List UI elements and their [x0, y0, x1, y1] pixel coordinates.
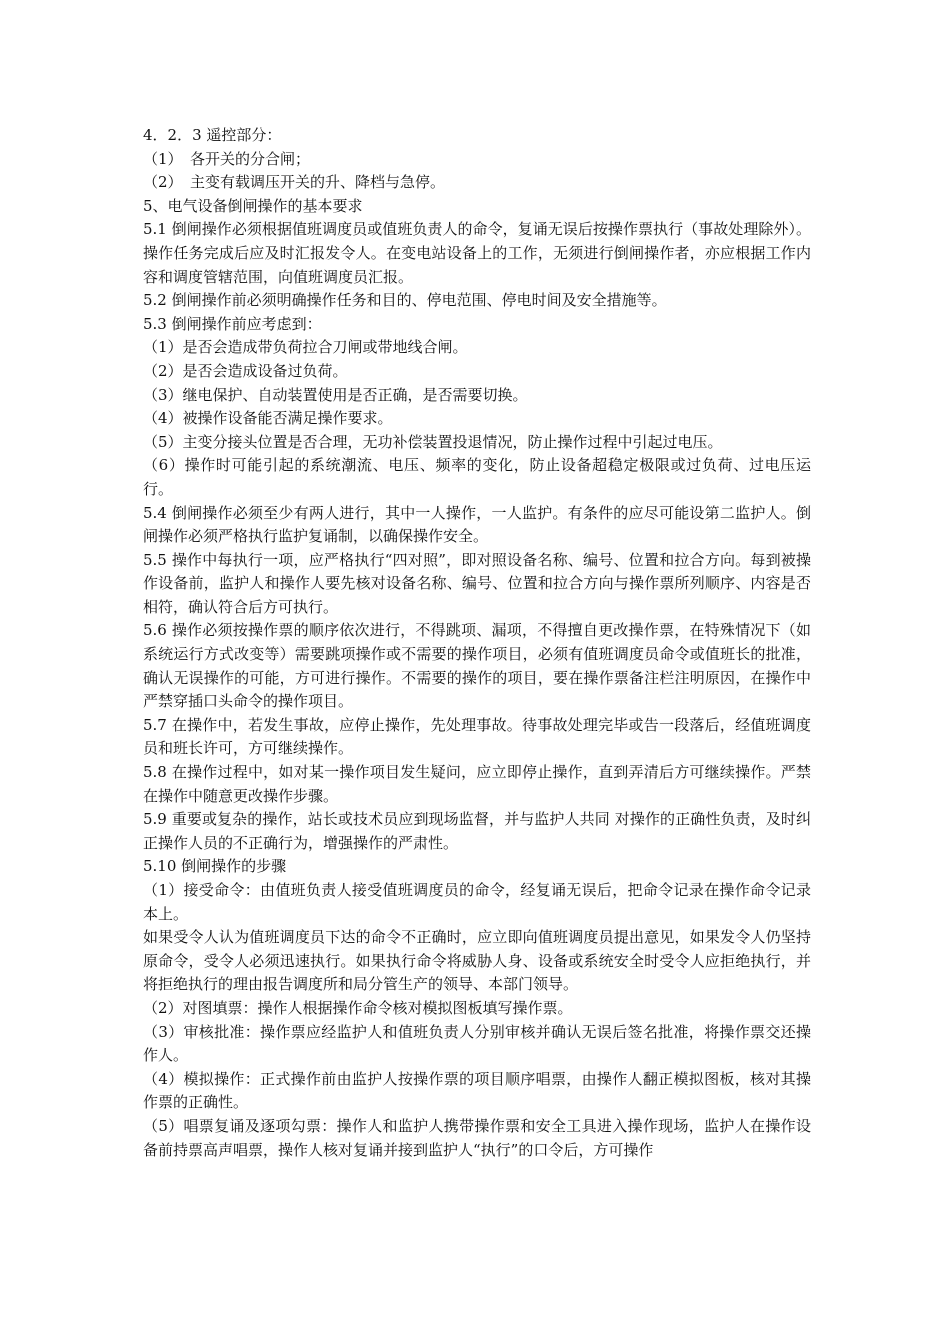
list-item: （1）是否会造成带负荷拉合刀闸或带地线合闸。	[143, 338, 468, 357]
list-item: （6）操作时可能引起的系统潮流、电压、频率的变化，防止设备超稳定极限或过负荷、过电压运行。	[143, 456, 811, 498]
list-item: （1） 各开关的分合闸；	[143, 149, 311, 168]
list-item: （2）是否会造成设备过负荷。	[143, 361, 348, 380]
paragraph: 5.7 在操作中，若发生事故，应停止操作，先处理事故。待事故处理完毕或告一段落后，经值班调度员和班长许可，方可继续操作。	[143, 715, 811, 758]
list-item: （2）对图填票：操作人根据操作命令核对模拟图板填写操作票。	[143, 998, 573, 1017]
paragraph: 5.3 倒闸操作前应考虑到：	[143, 314, 322, 333]
paragraph: 5.5 操作中每执行一项，应严格执行“四对照”，即对照设备名称、编号、位置和拉合方向。每到被操作设备前，监护人和操作人要先核对设备名称、编号、位置和拉合方向与操作票所列顺序、内容是否相符，确认符合后方可执行。	[143, 550, 811, 616]
paragraph: 5.4 倒闸操作必须至少有两人进行，其中一人操作，一人监护。有条件的应尽可能设第二监护人。倒闸操作必须严格执行监护复诵制，以确保操作安全。	[143, 503, 811, 546]
list-item: （5）唱票复诵及逐项勾票：操作人和监护人携带操作票和安全工具进入操作现场，监护人在操作设备前持票高声唱票，操作人核对复诵并接到监护人“执行”的口令后，方可操作	[143, 1116, 811, 1159]
document-body	[143, 124, 811, 1162]
list-item: （3）审核批准：操作票应经监护人和值班负责人分别审核并确认无误后签名批准，将操作票交还操作人。	[143, 1022, 811, 1065]
list-item: （4）模拟操作：正式操作前由监护人按操作票的项目顺序唱票，由操作人翻正模拟图板，核对其操作票的正确性。	[143, 1069, 811, 1112]
paragraph: 5.2 倒闸操作前必须明确操作任务和目的、停电范围、停电时间及安全措施等。	[143, 291, 667, 310]
paragraph: 5.8 在操作过程中，如对某一操作项目发生疑问，应立即停止操作，直到弄清后方可继续操作。严禁在操作中随意更改操作步骤。	[143, 763, 811, 805]
paragraph: 5.1 倒闸操作必须根据值班调度员或值班负责人的命令，复诵无误后按操作票执行（事故处理除外）。操作任务完成后应及时汇报发令人。在变电站设备上的工作，无须进行倒闸操作者，亦应根据工作内容和调度管辖范围，向值班调度员汇报。	[143, 220, 811, 286]
list-item: （2） 主变有载调压开关的升、降档与急停。	[143, 173, 446, 192]
paragraph: 如果受令人认为值班调度员下达的命令不正确时，应立即向值班调度员提出意见，如果发令人仍坚持原命令，受令人必须迅速执行。如果执行命令将威胁人身、设备或系统安全时受令人应拒绝执行，并将拒绝执行的理由报告调度所和局分管生产的领导、本部门领导。	[143, 928, 811, 994]
section-heading: 5、电气设备倒闸操作的基本要求	[143, 196, 363, 215]
paragraph: 5.9 重要或复杂的操作，站长或技术员应到现场监督，并与监护人共同 对操作的正确性负责，及时纠正操作人员的不正确行为，增强操作的严肃性。	[143, 810, 811, 852]
paragraph: 5.6 操作必须按操作票的顺序依次进行，不得跳项、漏项，不得擅自更改操作票，在特殊情况下（如系统运行方式改变等）需要跳项操作或不需要的操作项目，必须有值班调度员命令或值班长的批准，确认无误操作的可能，方可进行操作。不需要的操作的项目，要在操作票备注栏注明原因，在操作中严禁穿插口头命令的操作项目。	[143, 621, 811, 711]
list-item: （1）接受命令：由值班负责人接受值班调度员的命令，经复诵无误后，把命令记录在操作命令记录本上。	[143, 881, 811, 923]
list-item: （5）主变分接头位置是否合理，无功补偿装置投退情况，防止操作过程中引起过电压。	[143, 432, 723, 451]
list-item: （4）被操作设备能否满足操作要求。	[143, 409, 393, 428]
section-heading: 5.10 倒闸操作的步骤	[143, 857, 287, 876]
section-heading-remote-control: 4．2．3 遥控部分：	[143, 126, 282, 144]
list-item: （3）继电保护、自动装置使用是否正确，是否需要切换。	[143, 385, 528, 404]
